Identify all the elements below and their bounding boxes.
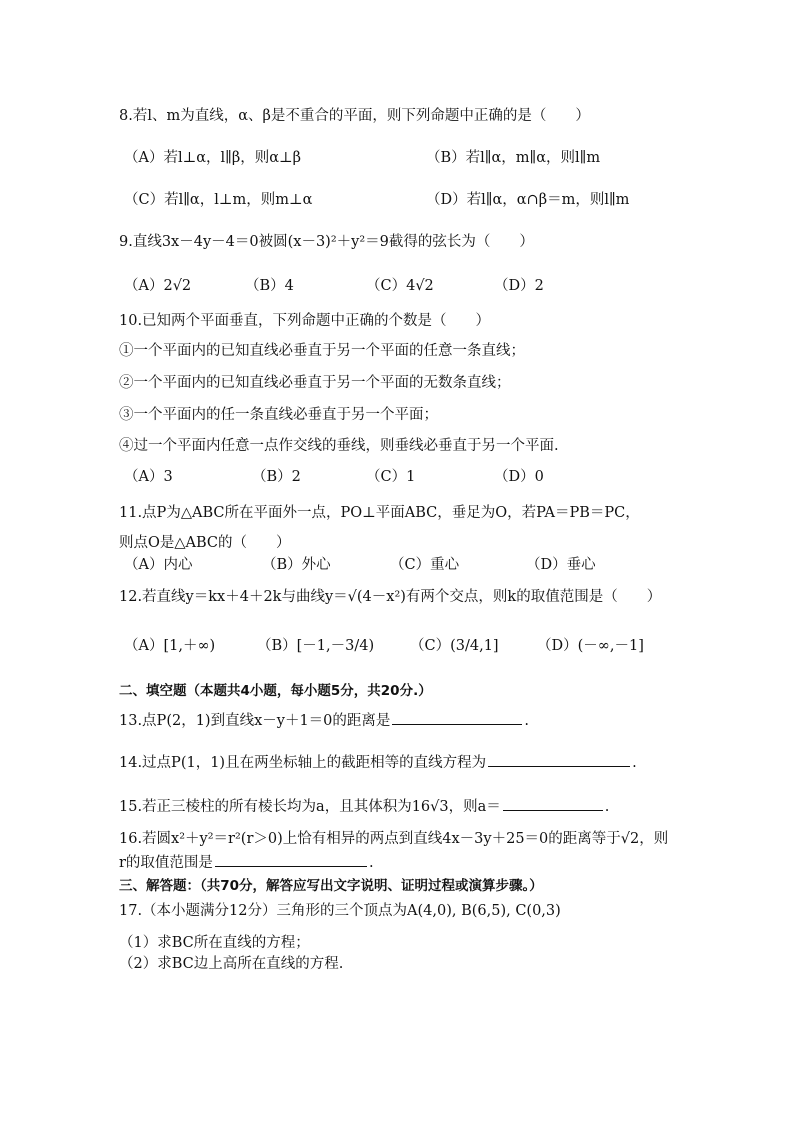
q16-stem: 16.若圆x²＋y²＝r²(r＞0)上恰有相异的两点到直线4x－3y＋25＝0的距离等于√2，则 xyxy=(119,831,669,847)
q8-option-c: （C）若l∥α，l⊥m，则m⊥α xyxy=(124,192,313,208)
q12-option-d: （D）(－∞,－1] xyxy=(537,638,644,654)
q14-row xyxy=(119,752,637,773)
q15-end: . xyxy=(604,799,610,815)
q13-row xyxy=(119,710,529,731)
q13-end: . xyxy=(524,713,530,729)
q17-stem: 17.（本小题满分12分）三角形的三个顶点为A(4,0), B(6,5), C(0,3) xyxy=(119,903,561,919)
q9-option-a: （A）2√2 xyxy=(124,278,192,294)
q15-text: 15.若正三棱柱的所有棱长均为a，且其体积为16√3，则a＝ xyxy=(119,799,501,815)
q17-part-2: （2）求BC边上高所在直线的方程. xyxy=(119,956,344,972)
q16-end: . xyxy=(368,855,374,871)
q9-option-d: （D）2 xyxy=(494,278,544,294)
q9-option-c: （C）4√2 xyxy=(366,278,434,294)
q12-option-b: （B）[－1,－3/4) xyxy=(257,638,375,654)
q16-row xyxy=(119,852,374,873)
q9-option-b: （B）4 xyxy=(245,278,294,294)
q11-option-a: （A）内心 xyxy=(124,557,193,573)
q14-answer-blank[interactable] xyxy=(488,752,630,767)
q10-option-a: （A）3 xyxy=(124,469,173,485)
q9-stem: 9.直线3x－4y－4＝0被圆(x－3)²＋y²＝9截得的弦长为（ ） xyxy=(119,234,534,250)
q8-option-a: （A）若l⊥α，l∥β，则α⊥β xyxy=(124,150,302,166)
section-3-heading: 三、解答题：（共70分，解答应写出文字说明、证明过程或演算步骤。） xyxy=(119,878,543,894)
q8-option-d: （D）若l∥α，α∩β＝m，则l∥m xyxy=(426,192,630,208)
q15-answer-blank[interactable] xyxy=(503,796,603,811)
q14-text: 14.过点P(1，1)且在两坐标轴上的截距相等的直线方程为 xyxy=(119,755,487,771)
q10-statement-3: ③一个平面内的任一条直线必垂直于另一个平面； xyxy=(119,407,438,423)
q10-statement-4: ④过一个平面内任意一点作交线的垂线，则垂线必垂直于另一个平面. xyxy=(119,438,559,454)
q10-statement-2: ②一个平面内的已知直线必垂直于另一个平面的无数条直线； xyxy=(119,375,511,391)
q13-answer-blank[interactable] xyxy=(392,710,522,725)
q11-option-d: （D）垂心 xyxy=(526,557,596,573)
q10-option-b: （B）2 xyxy=(252,469,301,485)
q15-row xyxy=(119,796,609,817)
q12-option-c: （C）(3/4,1] xyxy=(410,638,499,654)
q14-end: . xyxy=(632,755,637,771)
q16-text: r的取值范围是 xyxy=(119,855,213,871)
q12-option-a: （A）[1,＋∞) xyxy=(124,638,216,654)
q8-option-b: （B）若l∥α，m∥α，则l∥m xyxy=(426,150,601,166)
q10-option-d: （D）0 xyxy=(494,469,544,485)
q11-stem-line2: 则点O是△ABC的（ ） xyxy=(119,535,291,551)
q10-option-c: （C）1 xyxy=(366,469,416,485)
q10-stem: 10.已知两个平面垂直，下列命题中正确的个数是（ ） xyxy=(119,313,491,329)
q17-part-1: （1）求BC所在直线的方程； xyxy=(119,935,310,951)
q10-statement-1: ①一个平面内的已知直线必垂直于另一个平面的任意一条直线； xyxy=(119,343,525,359)
q16-answer-blank[interactable] xyxy=(215,852,367,867)
q8-stem: 8.若l、m为直线，α、β是不重合的平面，则下列命题中正确的是（ ） xyxy=(119,108,590,124)
q13-text: 13.点P(2，1)到直线x－y＋1＝0的距离是 xyxy=(119,713,391,729)
q12-stem: 12.若直线y＝kx＋4＋2k与曲线y＝√(4－x²)有两个交点，则k的取值范围是（ ） xyxy=(119,589,662,605)
section-2-heading: 二、填空题（本题共4小题，每小题5分，共20分.） xyxy=(119,683,432,699)
q11-option-c: （C）重心 xyxy=(390,557,460,573)
q11-option-b: （B）外心 xyxy=(262,557,331,573)
q11-stem-line1: 11.点P为△ABC所在平面外一点，PO⊥平面ABC，垂足为O，若PA＝PB＝PC， xyxy=(119,505,640,521)
